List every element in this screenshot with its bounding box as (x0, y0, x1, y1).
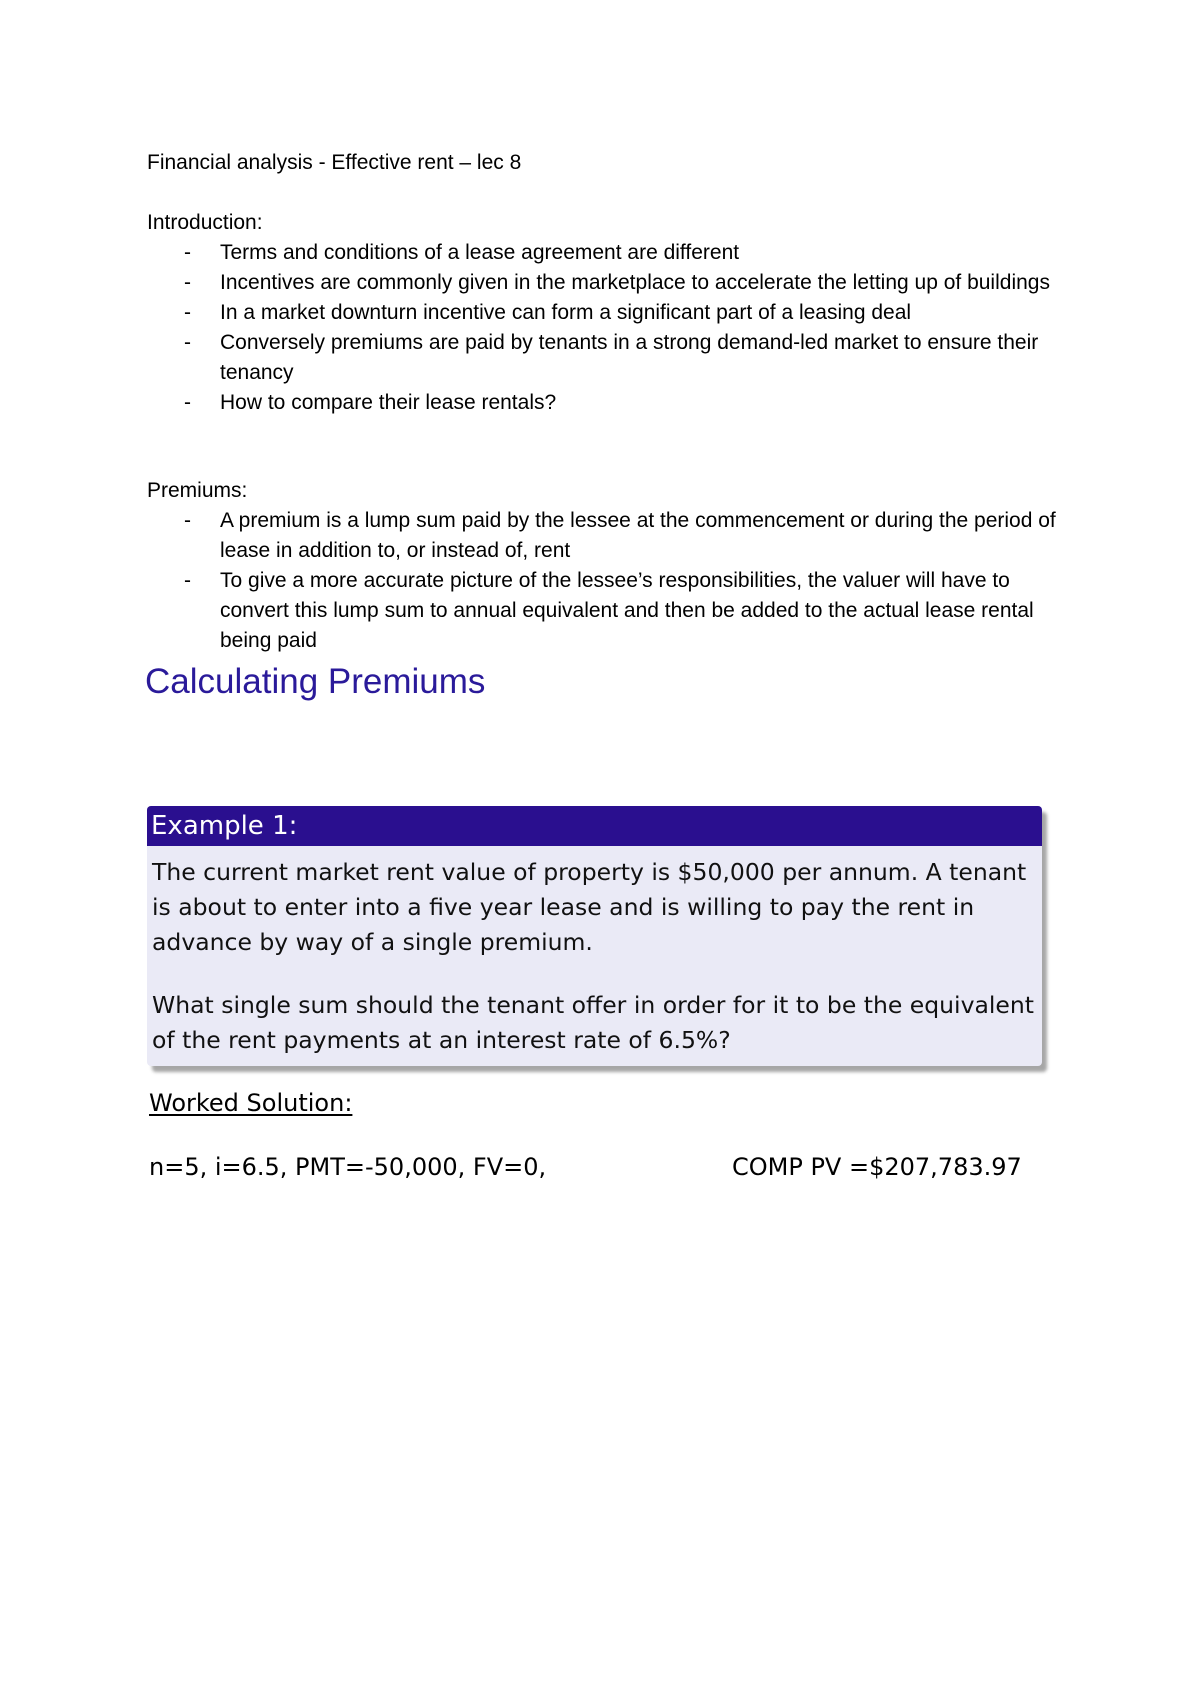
dash-bullet-icon: - (184, 331, 191, 354)
introduction-heading: Introduction: (147, 211, 263, 234)
calculating-premiums-heading: Calculating Premiums (145, 662, 486, 701)
example-question: What single sum should the tenant offer in order for it to be the equivalent of the rent payments at an interest rate of 6.5%? (152, 991, 1034, 1054)
introduction-list (147, 238, 1077, 418)
solution-result: COMP PV =$207,783.97 (732, 1153, 1022, 1181)
list-item: - Terms and conditions of a lease agreement are different (147, 238, 1077, 268)
premiums-heading: Premiums: (147, 479, 248, 502)
solution-inputs: n=5, i=6.5, PMT=-50,000, FV=0, (149, 1153, 547, 1181)
list-item: - Conversely premiums are paid by tenants in a strong demand-led market to ensure their tenancy (147, 328, 1077, 388)
example-box (147, 806, 1042, 1066)
dash-bullet-icon: - (184, 391, 191, 414)
example-body (147, 846, 1042, 1058)
list-item: - How to compare their lease rentals? (147, 388, 1077, 418)
premiums-list (147, 506, 1077, 656)
worked-solution-heading: Worked Solution: (149, 1089, 353, 1117)
dash-bullet-icon: - (184, 509, 191, 532)
list-item: - To give a more accurate picture of the lessee’s responsibilities, the valuer will have to convert this lump sum to annual equivalent and then be added to the actual lease rental being paid (147, 566, 1077, 656)
example-header: Example 1: (147, 806, 1042, 846)
list-item: - Incentives are commonly given in the marketplace to accelerate the letting up of buildings (147, 268, 1077, 298)
dash-bullet-icon: - (184, 569, 191, 592)
example-paragraph: The current market rent value of property is $50,000 per annum. A tenant is about to enter into a five year lease and is willing to pay the rent in advance by way of a single premium. (152, 858, 1027, 956)
document-title: Financial analysis - Effective rent – lec 8 (147, 151, 522, 174)
list-item: - In a market downturn incentive can form a significant part of a leasing deal (147, 298, 1077, 328)
dash-bullet-icon: - (184, 241, 191, 264)
dash-bullet-icon: - (184, 301, 191, 324)
dash-bullet-icon: - (184, 271, 191, 294)
list-item: - A premium is a lump sum paid by the lessee at the commencement or during the period of lease in addition to, or instead of, rent (147, 506, 1077, 566)
